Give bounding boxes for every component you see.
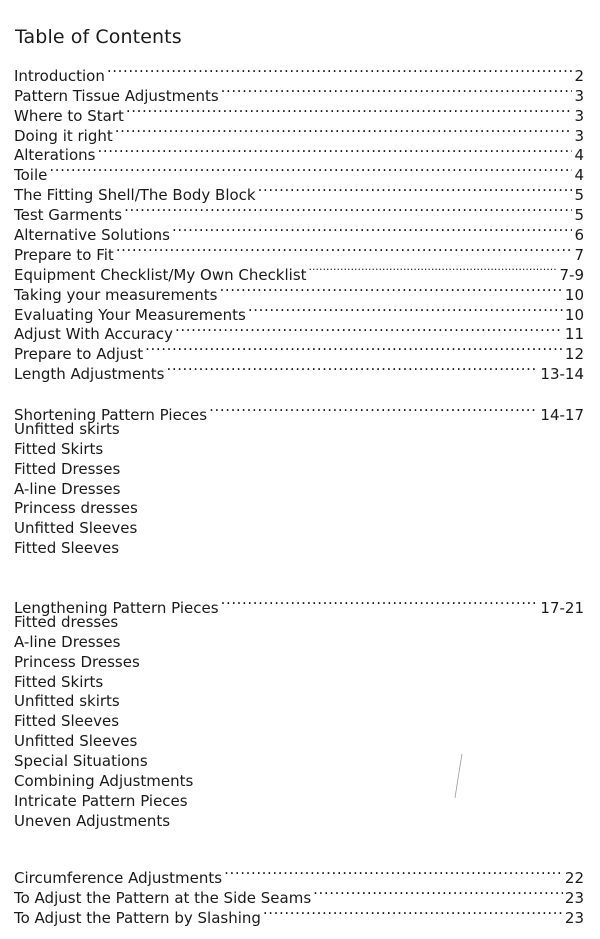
toc-entry-page: 23 (564, 888, 584, 907)
dot-leader (224, 863, 563, 883)
toc-subitem: Unfitted skirts (14, 692, 120, 711)
toc-group-shortening (14, 400, 584, 559)
dot-leader (258, 180, 573, 200)
toc-subitem: Fitted Dresses (14, 459, 121, 478)
toc-subitem: Intricate Pattern Pieces (14, 791, 188, 810)
toc-entry-label: Prepare to Adjust (14, 345, 144, 364)
toc-subitem: Fitted Sleeves (14, 712, 120, 731)
toc-subitem: Fitted Sleeves (14, 539, 120, 558)
toc-subitem: Uneven Adjustments (14, 811, 171, 830)
toc-entry-page: 3 (574, 106, 584, 125)
toc-subitem: Combining Adjustments (14, 772, 194, 791)
toc-entry-label: Alternative Solutions (14, 226, 170, 245)
toc-entry-page: 10 (564, 285, 584, 304)
dot-leader (116, 240, 573, 260)
toc-subitem: Special Situations (14, 752, 148, 771)
dot-leader (221, 593, 539, 613)
toc-subitem: A-line Dresses (14, 479, 121, 498)
dot-leader (221, 81, 573, 101)
dot-leader (309, 260, 558, 280)
toc-entry-label: Alterations (14, 146, 96, 165)
dot-leader (209, 400, 538, 420)
toc-entry-label: Prepare to Fit (14, 245, 114, 264)
toc-subitem: Fitted Skirts (14, 439, 104, 458)
toc-subitem: Unfitted Sleeves (14, 519, 138, 538)
toc-entry-page: 4 (574, 146, 584, 165)
dot-leader (145, 339, 563, 359)
dot-leader (49, 160, 572, 180)
toc-entry-label: Pattern Tissue Adjustments (14, 86, 219, 105)
toc-entry-label: To Adjust the Pattern by Slashing (14, 908, 261, 927)
dot-leader (248, 300, 563, 320)
toc-subitem: Unfitted skirts (14, 419, 120, 438)
toc-entry-page: 3 (574, 126, 584, 145)
toc-entry-label: Doing it right (14, 126, 113, 145)
toc-entry-page: 11 (564, 325, 584, 344)
toc-entry-label: Taking your measurements (14, 285, 218, 304)
dot-leader (124, 200, 572, 220)
toc-entry-page: 14-17 (540, 405, 584, 424)
toc-group-lengthening (14, 593, 584, 832)
toc-entry-label: Shortening Pattern Pieces (14, 405, 208, 424)
toc-subitem: Fitted dresses (14, 612, 119, 631)
toc-entry-label: To Adjust the Pattern at the Side Seams (14, 888, 312, 907)
dot-leader (107, 61, 573, 81)
toc-entry-page: 6 (574, 226, 584, 245)
toc-subitem: Unfitted Sleeves (14, 732, 138, 751)
dot-leader (97, 141, 572, 161)
page-title: Table of Contents (15, 26, 182, 48)
toc-entry-page: 17-21 (540, 598, 584, 617)
toc-entry-page: 23 (564, 908, 584, 927)
toc-group-main (14, 61, 584, 384)
toc-entry-label: Test Garments (14, 206, 123, 225)
toc-entry-label: Adjust With Accuracy (14, 325, 173, 344)
toc-entry-page: 22 (564, 868, 584, 887)
toc-entry-page: 5 (574, 206, 584, 225)
dot-leader (175, 320, 563, 340)
scan-stray-mark (452, 752, 464, 800)
dot-leader (166, 359, 538, 379)
toc-entry-page: 13-14 (540, 365, 584, 384)
toc-group-circumference (14, 863, 584, 927)
dot-leader (172, 220, 572, 240)
toc-entry-label: Where to Start (14, 106, 124, 125)
toc-entry (14, 863, 584, 887)
toc-section-heading (14, 593, 584, 617)
toc-entry-label: Evaluating Your Measurements (14, 305, 246, 324)
toc-entry-label: The Fitting Shell/The Body Block (14, 186, 256, 205)
toc-entry-page: 7-9 (559, 265, 584, 284)
toc-entry (14, 180, 584, 205)
toc-entry-label: Circumference Adjustments (14, 868, 223, 887)
toc-entry (14, 141, 584, 165)
toc-section-heading (14, 400, 584, 424)
toc-entry-page: 10 (564, 305, 584, 324)
dot-leader (263, 903, 563, 923)
dot-leader (219, 280, 562, 300)
toc-entry-label: Equipment Checklist/My Own Checklist (14, 265, 307, 284)
toc-entry (14, 160, 584, 185)
toc-entry-label: Introduction (14, 66, 105, 85)
toc-entry-page: 7 (574, 245, 584, 264)
toc-entry-page: 12 (564, 345, 584, 364)
toc-entry-page: 3 (574, 86, 584, 105)
toc-entry-label: Length Adjustments (14, 365, 165, 384)
dot-leader (115, 121, 573, 141)
toc-entry-page: 2 (574, 66, 584, 85)
toc-entry (14, 61, 584, 85)
toc-subitem: A-line Dresses (14, 632, 121, 651)
dot-leader (313, 883, 563, 903)
toc-entry-page: 5 (574, 186, 584, 205)
toc-subitem: Princess Dresses (14, 652, 140, 671)
toc-entry-page: 4 (574, 166, 584, 185)
dot-leader (126, 101, 573, 121)
toc-subitem: Princess dresses (14, 499, 138, 518)
toc-entry-label: Lengthening Pattern Pieces (14, 598, 219, 617)
toc-subitem: Fitted Skirts (14, 672, 104, 691)
toc-entry-label: Toile (14, 166, 48, 185)
